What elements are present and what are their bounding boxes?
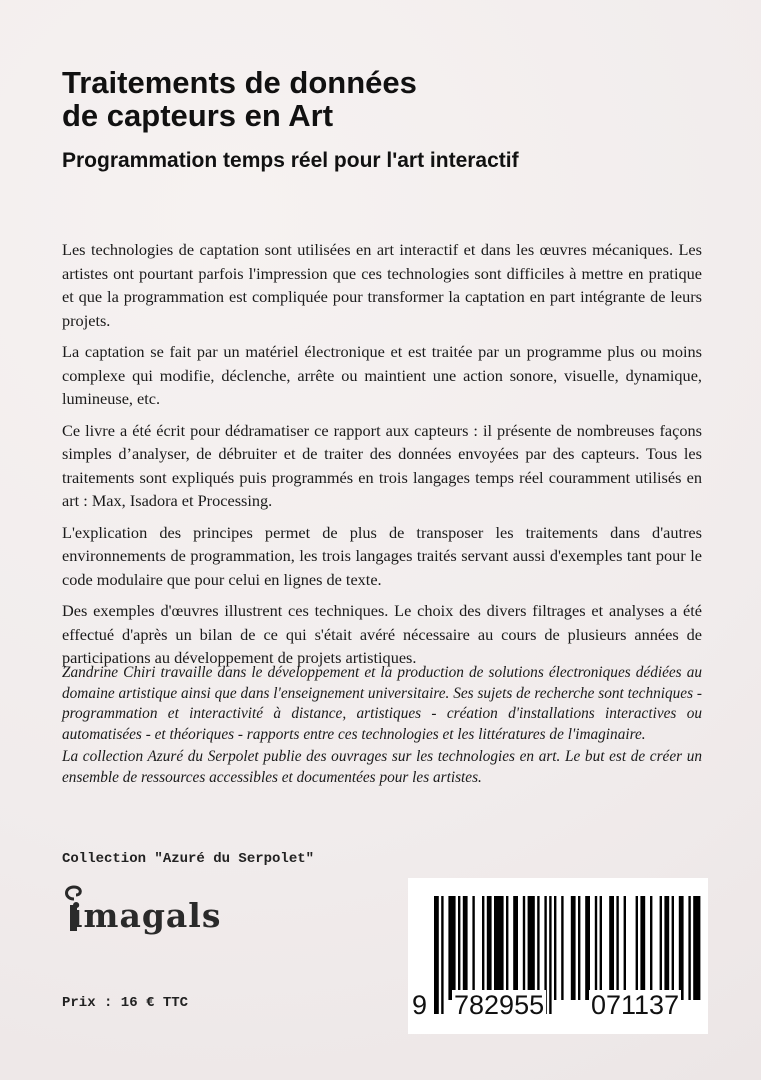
barcode-bar	[561, 896, 563, 1000]
barcode-bar	[513, 896, 518, 1000]
book-title-line2: de capteurs en Art	[62, 98, 334, 133]
collection-label: Collection "Azuré du Serpolet"	[62, 851, 315, 867]
barcode-bar	[585, 896, 590, 1000]
barcode-bar	[693, 896, 700, 1000]
barcode-bar	[472, 896, 474, 1000]
collection-note: La collection Azuré du Serpolet publie des ouvrages sur les technologies en art. Le but est de créer un ensemble de ressources accessibles et documentées pour les artistes.	[62, 748, 702, 786]
description-paragraph-1: Les technologies de captation sont utilisées en art interactif et dans les œuvres mécaniques. Les artistes ont pourtant parfois l'impression que ces technologies sont difficiles à mettre en pratique et que la programmation est compliquée pour transformer la captation en part intégrante de leurs projets.	[62, 240, 702, 330]
isbn-number	[408, 990, 708, 1030]
description-paragraph-4: L'explication des principes permet de plus de transposer les traitements dans d'autres environnements de programmation, les trois langages traités servant aussi d'exemples tant pour le code modulaire que pour celui en lignes de texte.	[62, 522, 702, 589]
barcode-bar	[664, 896, 669, 1000]
barcode-bar	[640, 896, 645, 1000]
barcode-bar	[636, 896, 638, 1000]
isbn-group-3: 071137	[591, 990, 680, 1020]
description-paragraph-5: Des exemples d'œuvres illustrent ces techniques. Le choix des divers filtrages et analyses a été effectué d'après un bilan de ce qui s'était avéré nécessaire au cours de plusieurs années de participations au développement de projets artistiques.	[62, 601, 702, 667]
book-subtitle: Programmation temps réel pour l'art interactif	[62, 149, 519, 172]
isbn-group-2: 782955	[454, 990, 545, 1020]
barcode-bar	[554, 896, 556, 1000]
description-paragraph-3: Ce livre a été écrit pour dédramatiser ce rapport aux capteurs : il présente de nombreuses façons simples d’analyser, de débruiter et de traiter des données envoyées par des capteurs. Tous les traitements sont expliqués puis programmés en trois langages temps réel couramment utilisés en art : Max, Isadora et Processing.	[62, 420, 702, 510]
isbn-group-1: 9	[412, 990, 428, 1020]
barcode-bar	[494, 896, 504, 1000]
about-section	[62, 663, 702, 790]
barcode-bar	[458, 896, 460, 1000]
book-title	[62, 66, 722, 132]
description-paragraph-2: La captation se fait par un matériel électronique et est traitée par un programme plus ou moins complexe qui modifie, déclenche, arrête ou maintient une action sonore, visuelle, dynamique, lumineuse, etc.	[62, 342, 702, 408]
barcode-bar	[482, 896, 484, 1000]
barcode-bar	[600, 896, 602, 1000]
author-bio: Zandrine Chiri travaille dans le développement et la production de solutions électroniques dédiées au domaine artistique ainsi que dans l'enseignement universitaire. Ses sujets de recherche sont techniques - programmation et interactivité à distance, artistiques - création d'installations interactives ou automatisées - et théoriques - rapports entre ces technologies et les littératures de l'imaginaire.	[62, 664, 702, 743]
price-label: Prix : 16 € TTC	[62, 995, 189, 1011]
barcode-bar	[528, 896, 535, 1000]
barcode-bar	[448, 896, 455, 1000]
barcode-bar	[688, 896, 690, 1000]
barcode-bar	[506, 896, 508, 1000]
barcode-bar	[616, 896, 618, 1000]
barcode-bar	[595, 896, 597, 1000]
barcode-bar	[609, 896, 614, 1000]
barcode-bar	[463, 896, 468, 1000]
publisher-logo-text: imagals	[70, 896, 222, 935]
barcode-bar	[679, 896, 684, 1000]
barcode-bar	[537, 896, 539, 1000]
barcode-bar	[487, 896, 492, 1000]
back-cover-description	[62, 238, 702, 678]
barcode-bar	[523, 896, 525, 1000]
book-title-line1: Traitements de données	[62, 65, 417, 100]
barcode-bar	[578, 896, 580, 1000]
barcode-bar	[624, 896, 626, 1000]
barcode-bar	[672, 896, 674, 1000]
barcode-bar	[571, 896, 576, 1000]
